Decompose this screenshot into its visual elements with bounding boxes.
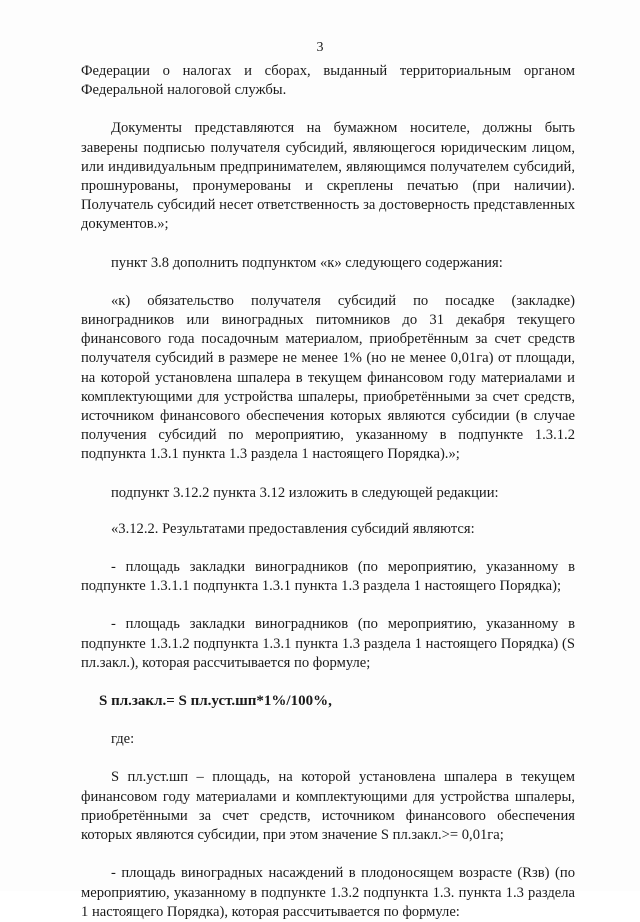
paragraph-documents: Документы представляются на бумажном носителе, должны быть заверены подписью получателя субсидий, являющегося юридическим лицом, или индивидуальным предпринимателем, являющимся получателем субсидий, прошнурованы, пронумерованы и скреплены печатью (при наличии). Получатель субсидий несет ответственность за достоверность представленных документов.»;	[81, 120, 575, 233]
page-number: 3	[316, 40, 324, 55]
paragraph-result-2: - площадь закладки виноградников (по мероприятию, указанному в подпункте 1.3.1.2 подпункта 1.3.1 пункта 1.3 раздела 1 настоящего Порядка) (S пл.закл.), которая рассчитывается по формуле;	[81, 616, 575, 671]
paragraph-where: где:	[111, 731, 135, 748]
paragraph-result-1: - площадь закладки виноградников (по мероприятию, указанному в подпункте 1.3.1.1 подпункта 1.3.1 пункта 1.3 раздела 1 настоящего Порядка);	[81, 559, 575, 595]
paragraph-results-heading: «3.12.2. Результатами предоставления субсидий являются:	[111, 520, 475, 537]
paragraph-definition: S пл.уст.шп – площадь, на которой установлена шпалера в текущем финансовом году материалами и комплектующими для устройства шпалеры, приобретёнными за счет средств, источником финансового обеспечения которых являются субсидии, при этом значение S пл.закл.>= 0,01га;	[81, 769, 575, 844]
formula: S пл.закл.= S пл.уст.шп*1%/100%,	[99, 693, 332, 710]
paragraph-amendment-3-8: пункт 3.8 дополнить подпунктом «к» следующего содержания:	[111, 254, 503, 271]
paragraph-subitem-k: «к) обязательство получателя субсидий по посадке (закладке) виноградников или виноградных питомников до 31 декабря текущего финансового года посадочным материалом, приобретённым за счет средств получателя субсидий в размере не менее 1% (но не менее 0,01га) от площади, на которой установлена шпалера в текущем финансовом году материалами и комплектующими для устройства шпалеры, приобретёнными за счет средств, источником финансового обеспечения которых являются субсидии (в случае получения субсидий по мероприятию, указанному в подпункте 1.3.1.2 подпункта 1.3.1 пункта 1.3 раздела 1 настоящего Порядка).»;	[81, 292, 575, 463]
paragraph-amendment-3-12-2: подпункт 3.12.2 пункта 3.12 изложить в следующей редакции:	[111, 484, 499, 501]
paragraph-result-3: - площадь виноградных насаждений в плодоносящем возрасте (Rзв) (по мероприятию, указанному в подпункте 1.3.2 подпункта 1.3. пункта 1.3 раздела 1 настоящего Порядка), которая рассчитывается по формуле:	[81, 865, 575, 920]
document-body	[81, 62, 575, 922]
paragraph-continuation: Федерации о налогах и сборах, выданный территориальным органом Федеральной налоговой службы.	[81, 63, 575, 99]
